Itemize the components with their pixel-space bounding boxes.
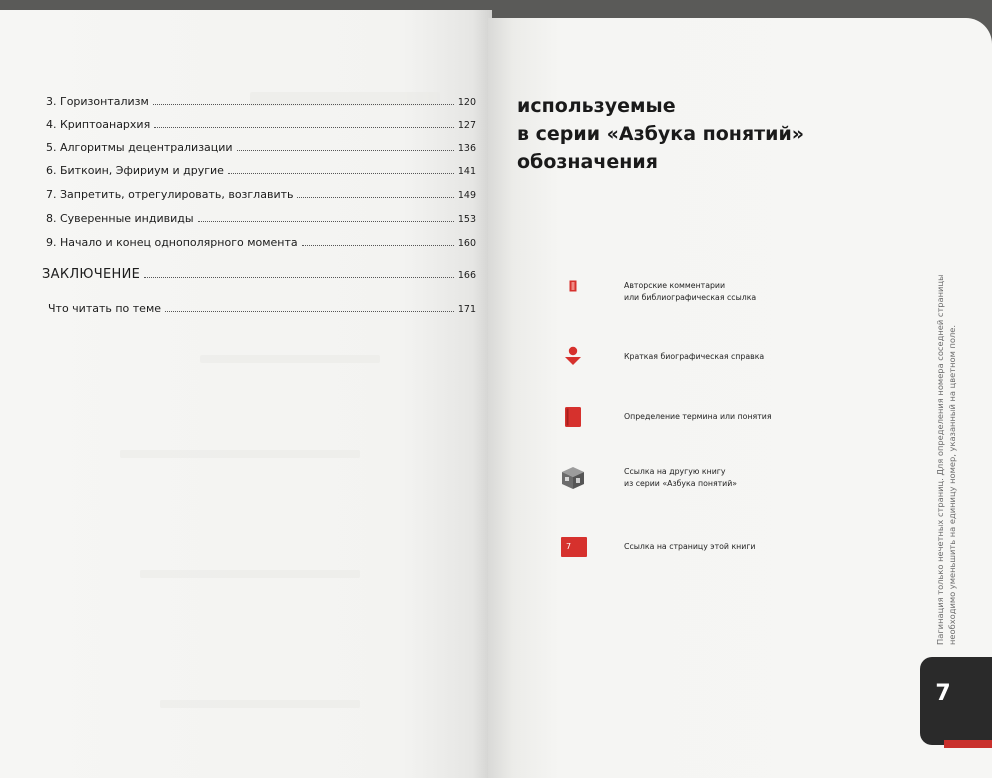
- leader-dots: [237, 146, 454, 151]
- cube-book-icon: [560, 466, 586, 490]
- symbols-title-line: в серии «Азбука понятий»: [517, 123, 805, 145]
- toc-entry-page: 160: [457, 238, 476, 249]
- toc-entry-title: 8. Суверенные индивиды: [46, 212, 194, 225]
- toc-entry-title: 3. Горизонтализм: [46, 95, 149, 108]
- bookmark-icon: [560, 280, 586, 292]
- legend-item-page-link: [560, 537, 756, 557]
- legend-item-definition: [560, 406, 772, 428]
- toc-entry-page: 127: [457, 120, 476, 131]
- page-number-badge: 7: [561, 537, 587, 557]
- toc-conclusion[interactable]: [42, 267, 476, 282]
- legend-text: Определение термина или понятия: [624, 412, 772, 421]
- page-number-icon: [560, 537, 588, 557]
- pagination-note: [931, 185, 961, 645]
- toc-entry-title: 4. Криптоанархия: [46, 118, 151, 131]
- symbols-title: [517, 92, 804, 176]
- toc-entry-page: 136: [457, 143, 476, 154]
- toc-entry-title: 6. Биткоин, Эфириум и другие: [46, 164, 224, 177]
- toc-entry-title: 5. Алгоритмы децентрализации: [46, 141, 233, 154]
- book-icon: [560, 406, 586, 428]
- person-icon: [560, 346, 586, 366]
- toc-entry[interactable]: [46, 95, 476, 108]
- legend-text: Ссылка на страницу этой книги: [624, 542, 756, 551]
- toc-entry[interactable]: [46, 188, 476, 201]
- toc-entry-title: 9. Начало и конец однополярного момента: [46, 236, 298, 249]
- leader-dots: [165, 307, 454, 312]
- show-through: [200, 355, 380, 363]
- leader-dots: [302, 241, 454, 246]
- toc-reading-page: 171: [457, 304, 476, 315]
- leader-dots: [153, 100, 454, 105]
- toc-reading-title: Что читать по теме: [48, 302, 162, 315]
- toc-entry[interactable]: [46, 118, 476, 131]
- legend-item-other-book: [560, 466, 738, 490]
- toc-entry-page: 141: [457, 166, 476, 177]
- leader-dots: [297, 193, 453, 198]
- toc-conclusion-title: ЗАКЛЮЧЕНИЕ: [42, 267, 141, 282]
- legend-text: Ссылка на другую книгу из серии «Азбука понятий»: [624, 467, 738, 488]
- pagination-note-line: Пагинация только нечетных страниц. Для определения номера соседней страницы: [935, 274, 945, 645]
- leader-dots: [154, 123, 454, 128]
- toc-entry[interactable]: [46, 212, 476, 225]
- toc-entry[interactable]: [46, 236, 476, 249]
- toc-entry[interactable]: [46, 164, 476, 177]
- legend-item-comment: [560, 280, 757, 302]
- leader-dots: [144, 273, 454, 278]
- toc-entry-title: 7. Запретить, отрегулировать, возглавить: [46, 188, 294, 201]
- symbols-title-line: используемые: [517, 95, 676, 117]
- show-through: [160, 700, 360, 708]
- show-through: [140, 570, 360, 578]
- toc-entry-page: 120: [457, 97, 476, 108]
- toc-reading[interactable]: [48, 302, 476, 315]
- symbols-title-line: обозначения: [517, 151, 658, 173]
- leader-dots: [198, 217, 454, 222]
- tab-accent-stripe: [944, 740, 992, 748]
- show-through: [120, 450, 360, 458]
- legend-item-biography: [560, 346, 765, 366]
- toc-entry-page: 149: [457, 190, 476, 201]
- page-number-tab: [920, 657, 992, 745]
- legend-text: Краткая биографическая справка: [624, 352, 765, 361]
- pagination-note-line: необходимо уменьшить на единицу номер, указанный на цветном поле.: [947, 324, 957, 645]
- legend-text: Авторские комментарии или библиографическая ссылка: [624, 281, 757, 302]
- leader-dots: [228, 169, 454, 174]
- page-number: 7: [935, 681, 951, 706]
- toc-conclusion-page: 166: [457, 270, 476, 281]
- toc-entry-page: 153: [457, 214, 476, 225]
- toc-entry[interactable]: [46, 141, 476, 154]
